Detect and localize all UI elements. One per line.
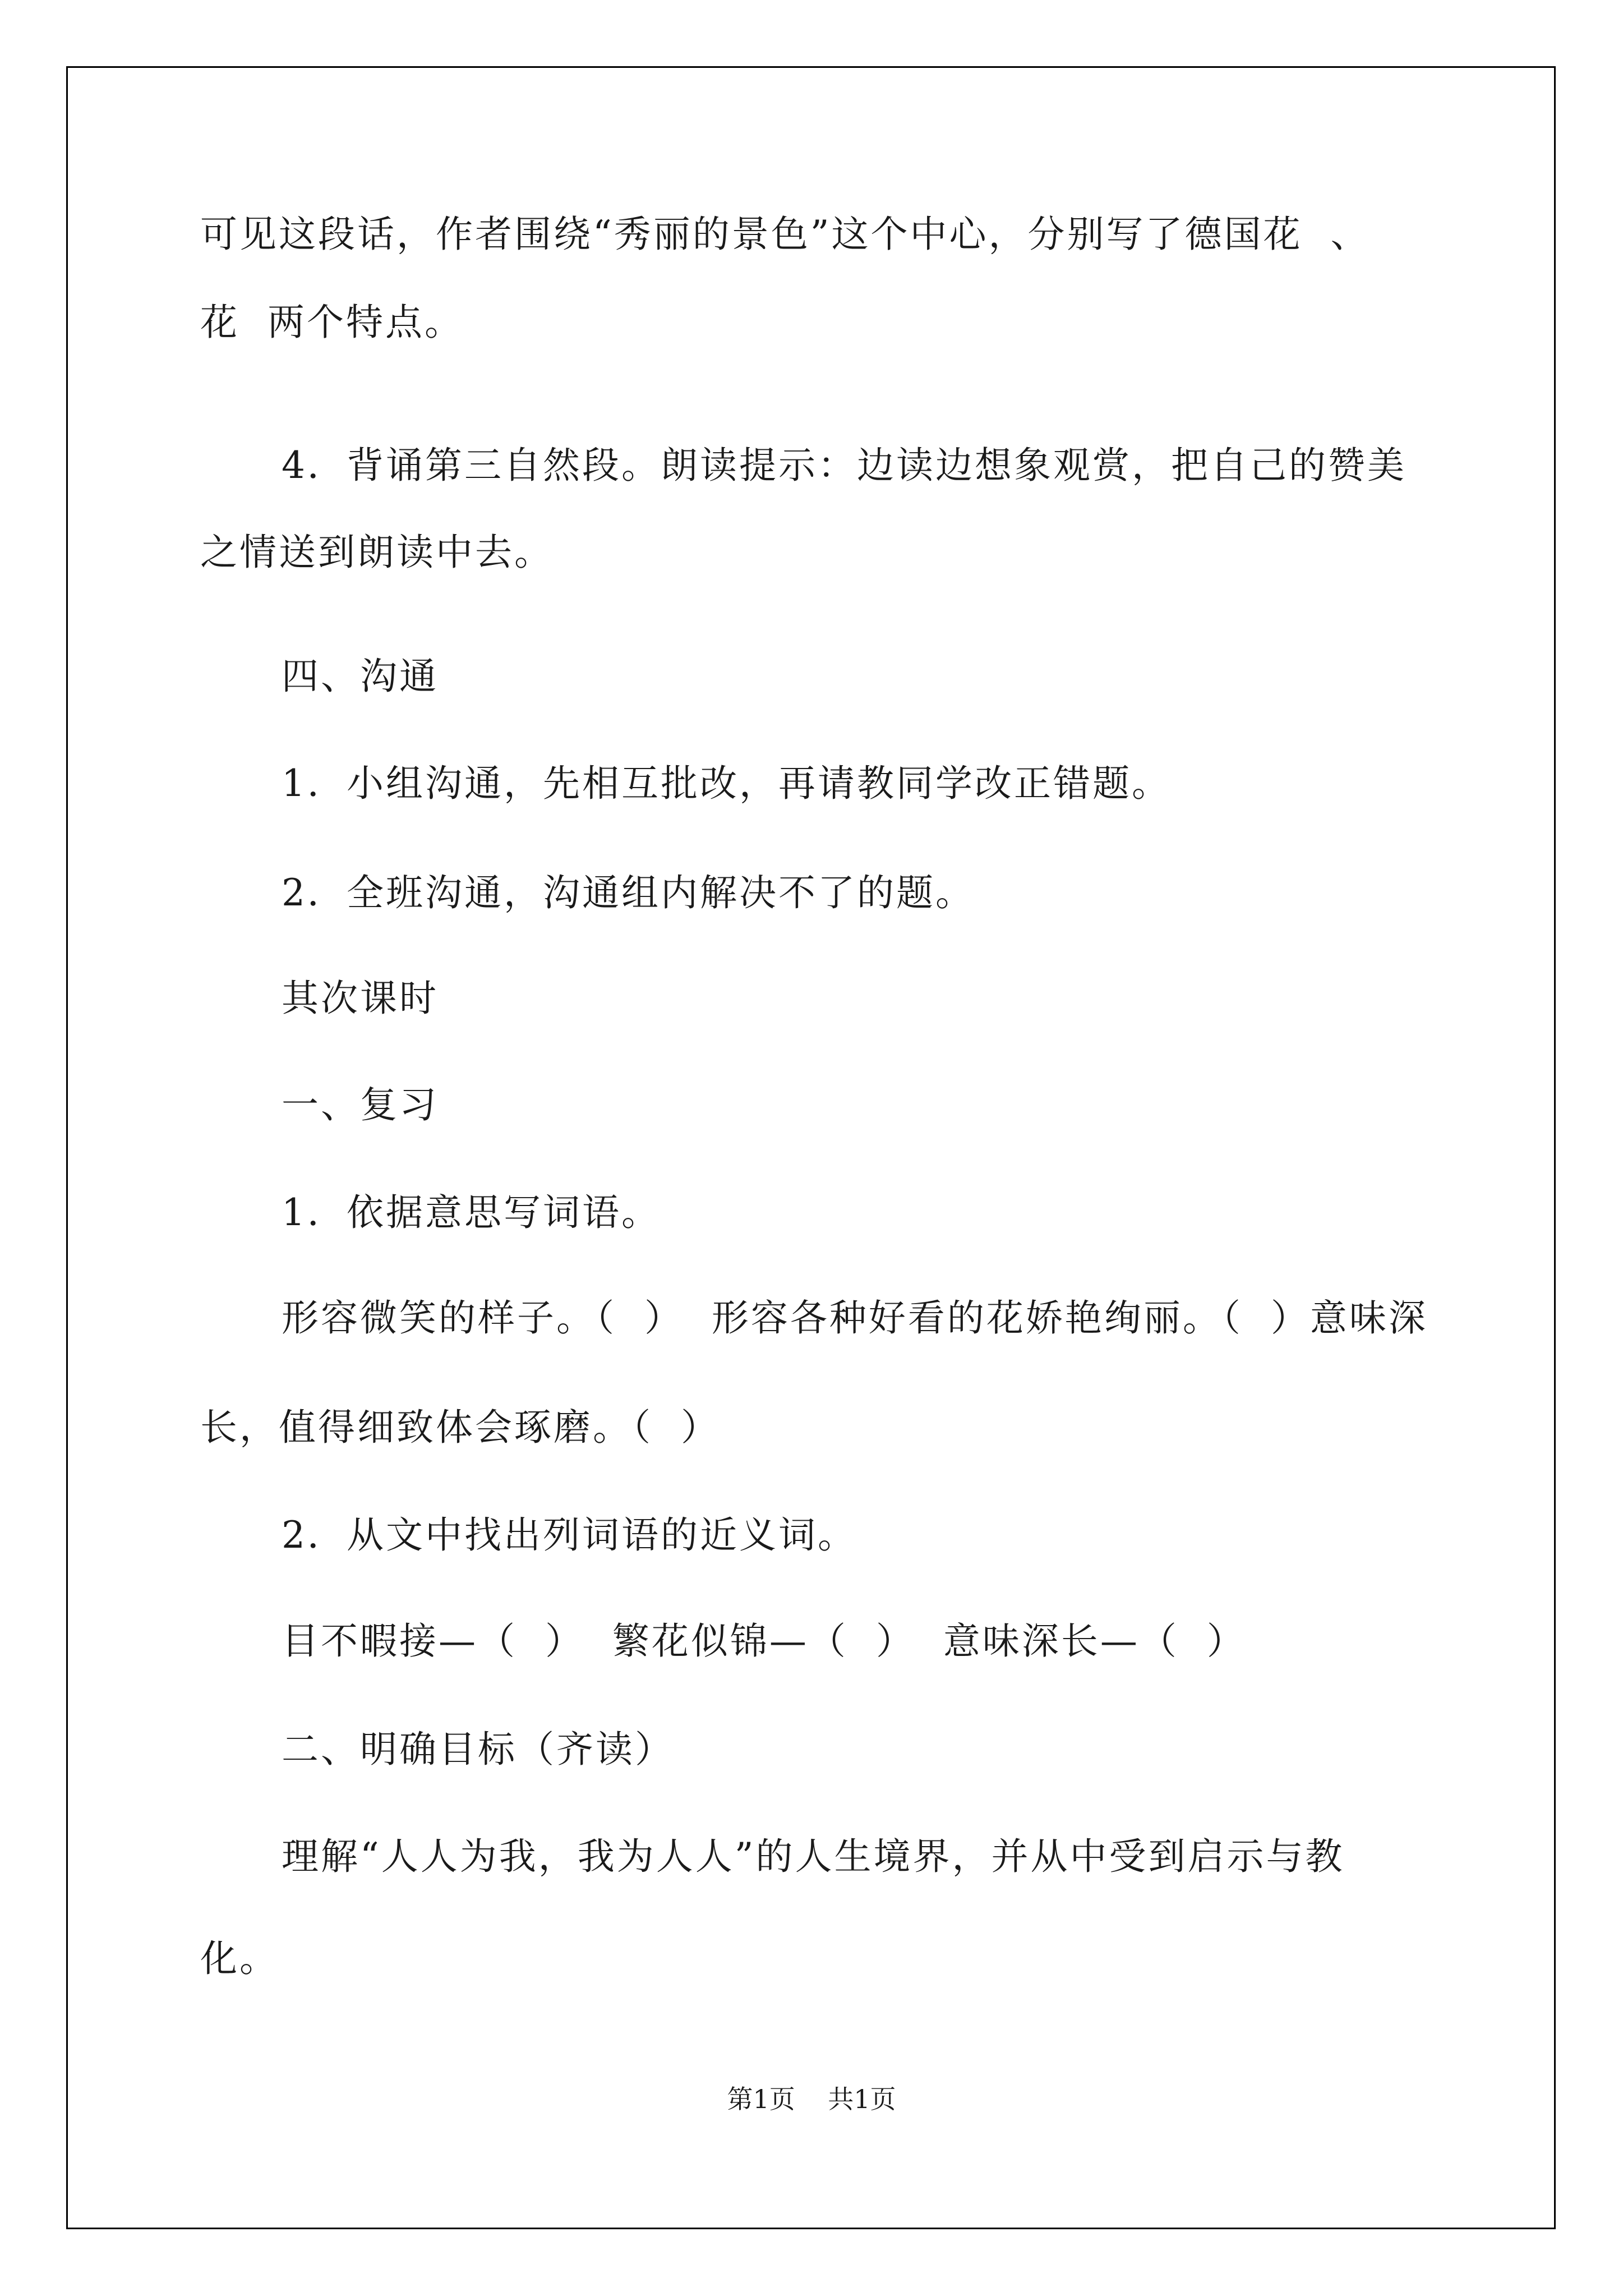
section-heading: 其次课时 [282, 977, 439, 1020]
paragraph-line: 之情送到朗读中去。 [200, 531, 554, 574]
section-heading: 一、复习 [282, 1083, 439, 1126]
page-footer: 第1页 共1页 [727, 2084, 896, 2114]
paragraph-line: 1．小组沟通，先相互批改，再请教同学改正错题。 [282, 762, 1171, 805]
paragraph-line: 4．背诵第三自然段。朗读提示：边读边想象观赏，把自己的赞美 [282, 444, 1407, 487]
section-heading: 四、沟通 [282, 655, 439, 698]
paragraph-line: 2．从文中找出列词语的近义词。 [282, 1513, 857, 1557]
paragraph-line: 形容微笑的样子。（ ） 形容各种好看的花娇艳绚丽。（ ）意味深 [282, 1296, 1428, 1340]
paragraph-line: 花 两个特点。 [200, 301, 464, 344]
page-border [66, 66, 1556, 2229]
paragraph-line: 化。 [200, 1937, 279, 1980]
paragraph-line: 目不暇接—（ ） 繁花似锦—（ ） 意味深长—（ ） [282, 1619, 1246, 1663]
paragraph-line: 长，值得细致体会琢磨。（ ） [200, 1406, 720, 1449]
paragraph-line: 理解“人人为我，我为人人”的人生境界，并从中受到启示与教 [282, 1835, 1345, 1878]
paragraph-line: 2．全班沟通，沟通组内解决不了的题。 [282, 871, 975, 914]
paragraph-line: 1．依据意思写词语。 [282, 1191, 661, 1234]
section-heading: 二、明确目标（齐读） [282, 1728, 674, 1771]
paragraph-line: 可见这段话，作者围绕“秀丽的景色”这个中心，分别写了德国花 、 [200, 213, 1370, 256]
